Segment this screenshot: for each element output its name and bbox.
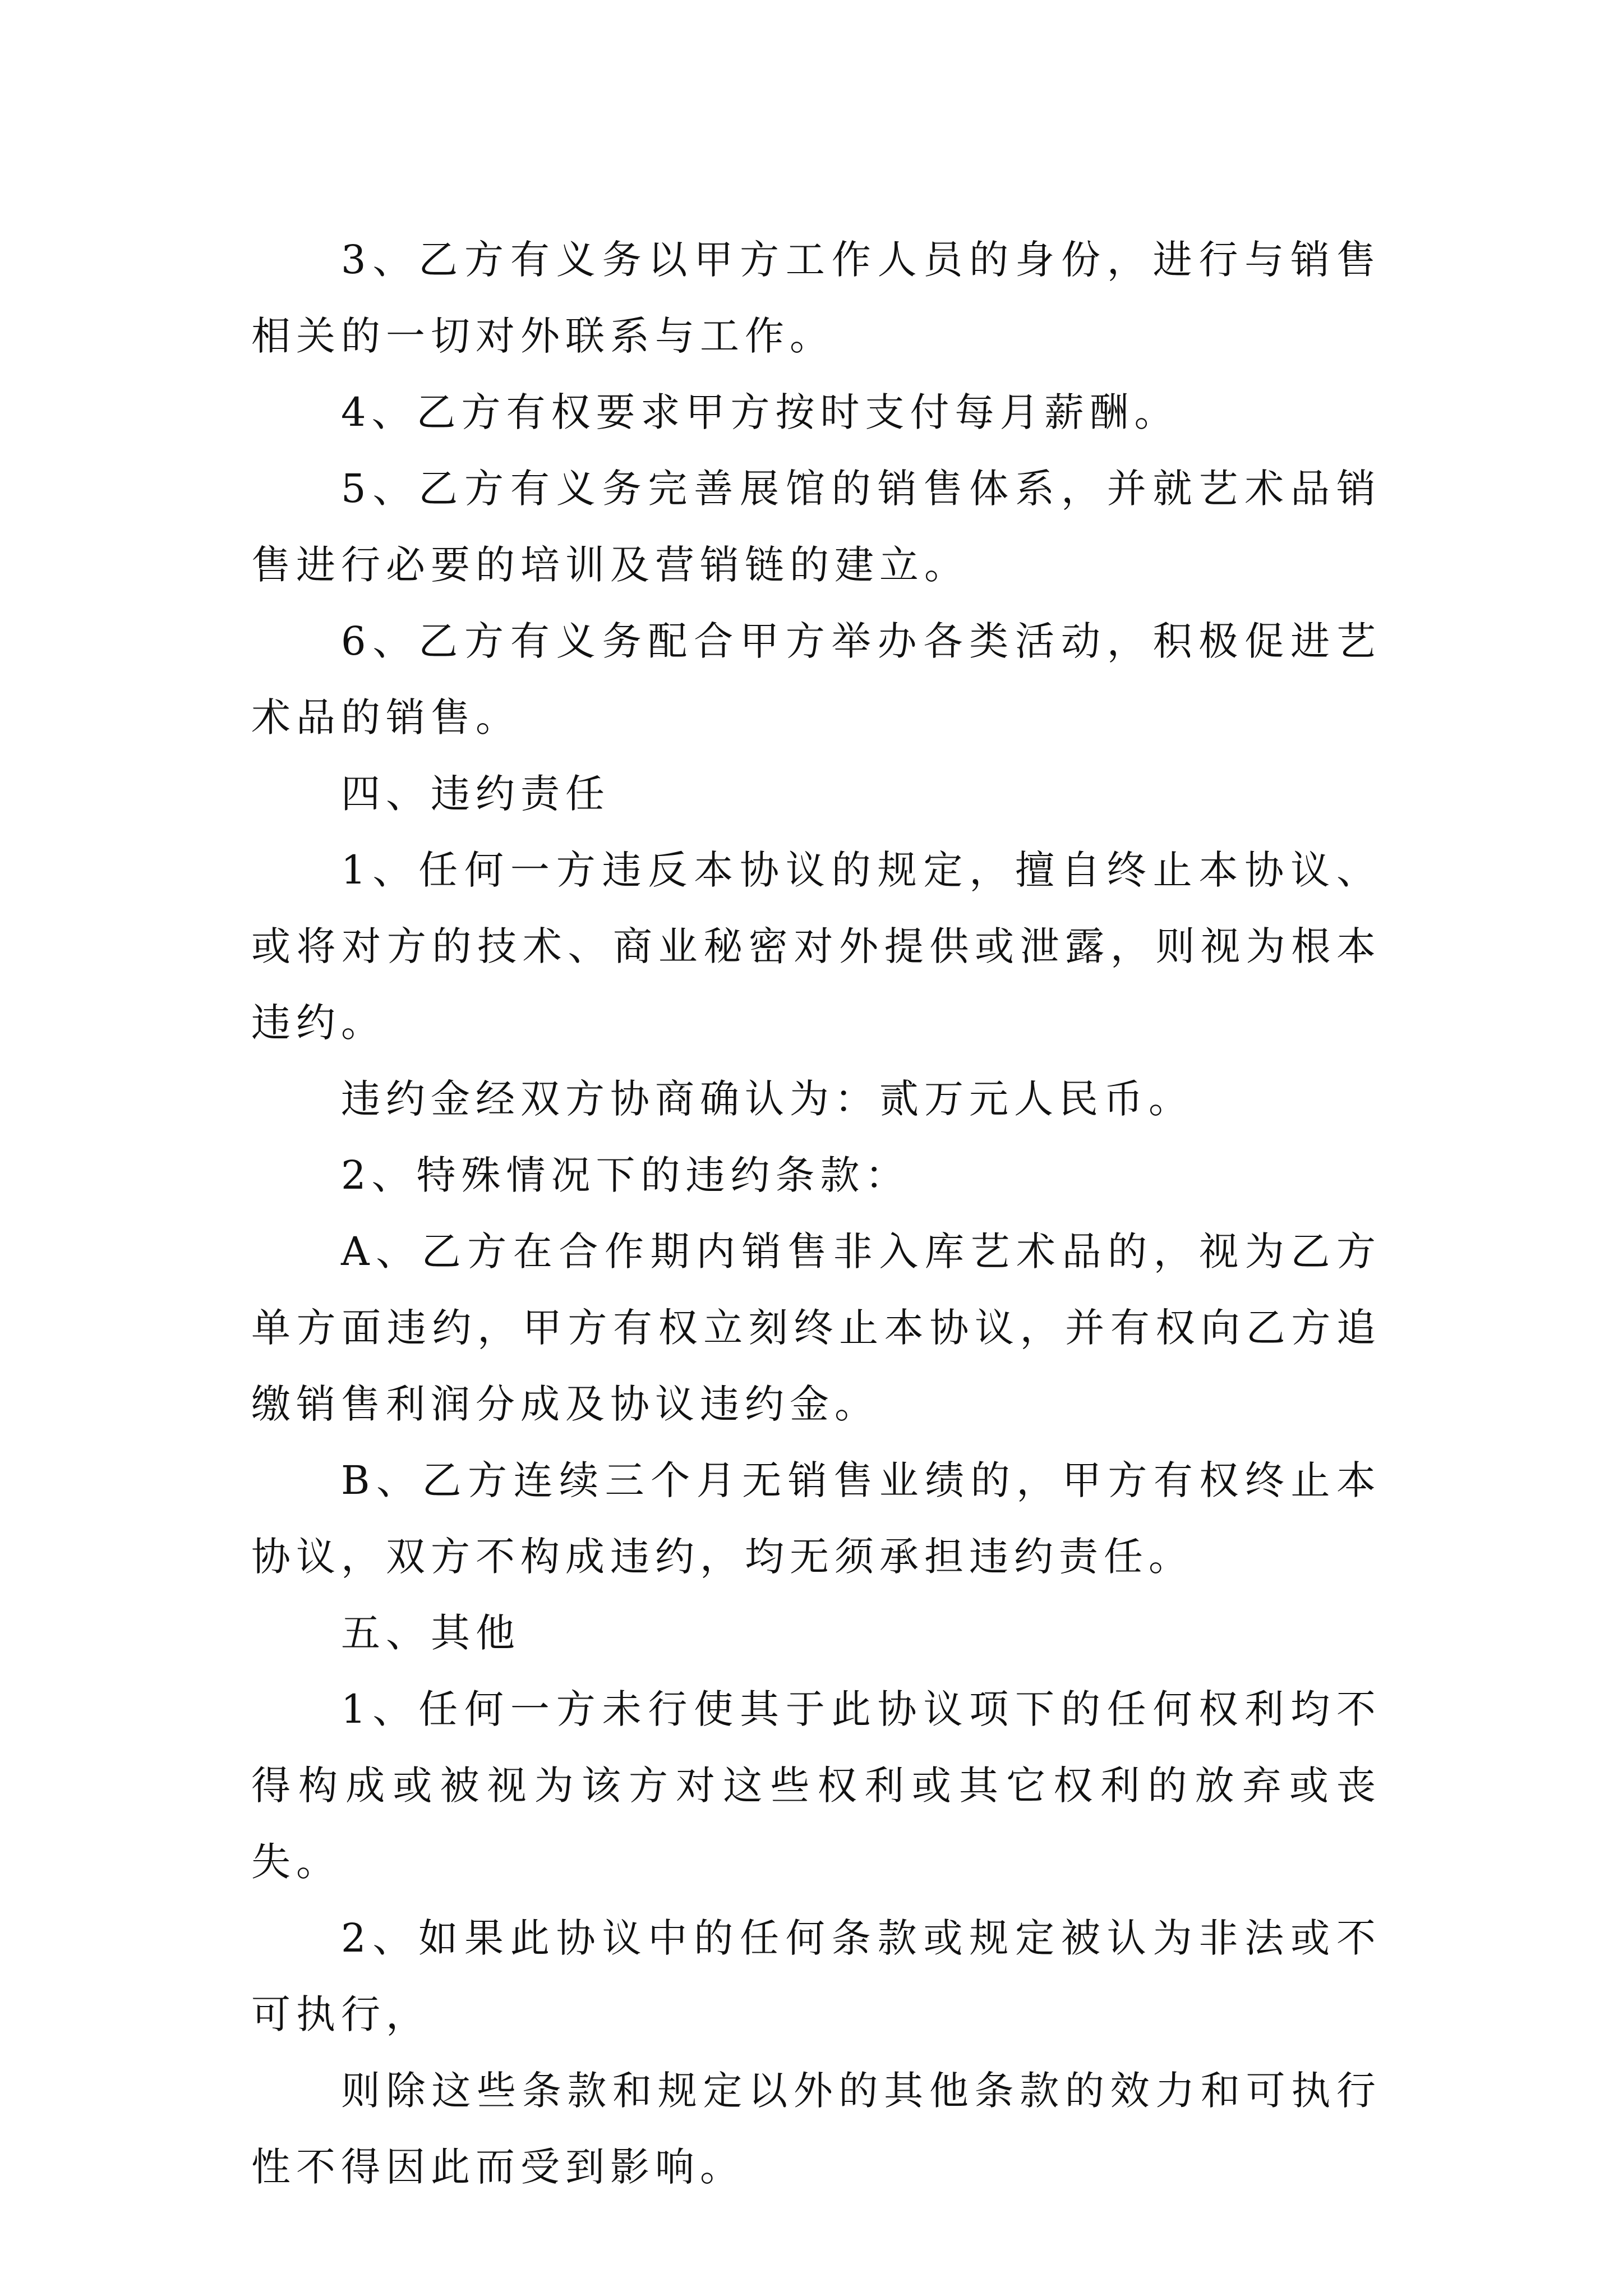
penalty-amount-paragraph: 违约金经双方协商确认为：贰万元人民币。 — [341, 1076, 1193, 1122]
document-body — [251, 222, 1381, 2205]
others-clause-2-continuation: 则除这些条款和规定以外的其他条款的效力和可执行性不得因此而受到影响。 — [251, 2068, 1381, 2190]
breach-clause-2-paragraph: 2、特殊情况下的违约条款： — [341, 1152, 910, 1198]
breach-clause-1-paragraph: 1、任何一方违反本协议的规定，擅自终止本协议、或将对方的技术、商业秘密对外提供或泄露，则视为根本违约。 — [251, 847, 1381, 1046]
breach-clause-a-paragraph: A、乙方在合作期内销售非入库艺术品的，视为乙方单方面违约，甲方有权立刻终止本协议，并有权向乙方追缴销售利润分成及协议违约金。 — [251, 1228, 1381, 1427]
clause-4-paragraph: 4、乙方有权要求甲方按时支付每月薪酬。 — [341, 389, 1179, 435]
clause-5-paragraph: 5、乙方有义务完善展馆的销售体系，并就艺术品销售进行必要的培训及营销链的建立。 — [251, 466, 1381, 588]
others-clause-1-paragraph: 1、任何一方未行使其于此协议项下的任何权利均不得构成或被视为该方对这些权利或其它权利的放弃或丧失。 — [251, 1686, 1381, 1885]
clause-3-paragraph: 3、乙方有义务以甲方工作人员的身份，进行与销售相关的一切对外联系与工作。 — [251, 237, 1381, 359]
breach-clause-b-paragraph: B、乙方连续三个月无销售业绩的，甲方有权终止本协议，双方不构成违约，均无须承担违约责任。 — [251, 1457, 1381, 1580]
section-heading-others: 五、其他 — [341, 1610, 520, 1656]
others-clause-2-paragraph: 2、如果此协议中的任何条款或规定被认为非法或不可执行， — [251, 1915, 1381, 2037]
clause-6-paragraph: 6、乙方有义务配合甲方举办各类活动，积极促进艺术品的销售。 — [251, 618, 1381, 740]
section-heading-breach-liability: 四、违约责任 — [341, 771, 610, 817]
